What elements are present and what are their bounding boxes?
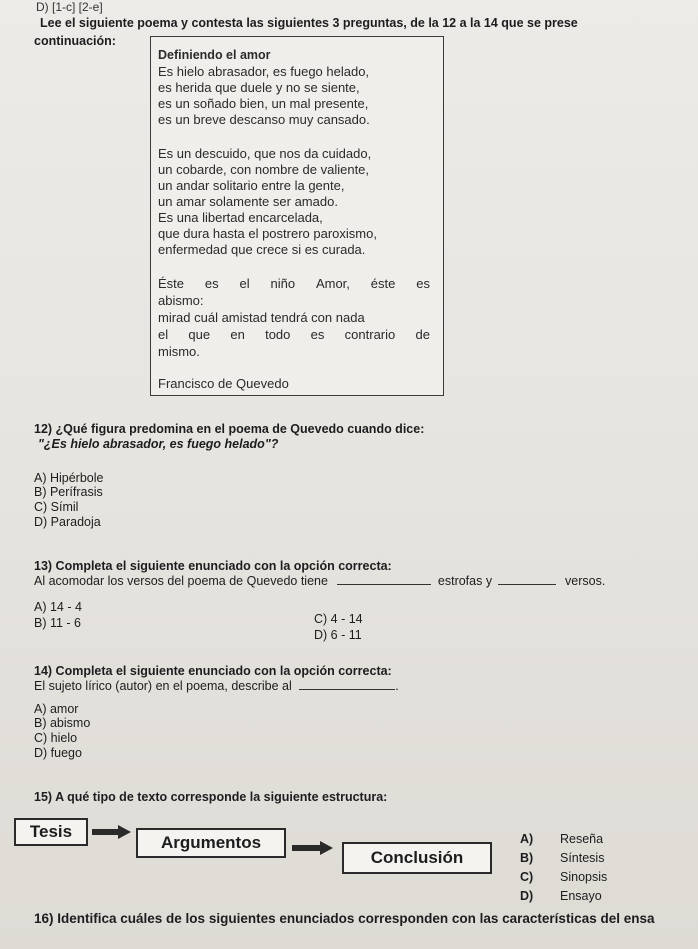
poem-line: Es una libertad encarcelada,: [158, 210, 323, 225]
q13-blank-2[interactable]: [498, 584, 556, 585]
q15-option-a-letter: A): [520, 832, 534, 846]
question-14: 14) Completa el siguiente enunciado con la opción correcta:: [34, 664, 392, 678]
q12-option-a[interactable]: A) Hipérbole: [34, 471, 104, 485]
q13-sentence-part1: Al acomodar los versos del poema de Quevedo tiene: [34, 574, 328, 588]
q15-option-c[interactable]: [520, 870, 607, 884]
q15-option-d-label: Ensayo: [560, 889, 602, 903]
q15-option-c-letter: C): [520, 870, 534, 884]
poem-line: abismo:: [158, 293, 204, 308]
poem-word: contrario: [344, 327, 396, 342]
arrow-head: [320, 841, 333, 855]
poem-word: es: [204, 276, 219, 291]
poem-line: mirad cuál amistad tendrá con nada: [158, 310, 365, 325]
poem-line: es un soñado bien, un mal presente,: [158, 96, 369, 111]
poem-word: que: [188, 327, 211, 342]
flow-box-tesis: [14, 818, 88, 846]
q12-option-d[interactable]: D) Paradoja: [34, 515, 101, 529]
poem-title: Definiendo el amor: [158, 48, 271, 62]
instructions-line-2: continuación:: [34, 34, 116, 48]
flow-box-argumentos: [136, 828, 286, 858]
poem-word: éste: [370, 276, 396, 291]
q13-option-d[interactable]: D) 6 - 11: [314, 628, 362, 642]
q14-sentence-text: El sujeto lírico (autor) en el poema, describe al: [34, 679, 292, 693]
q13-sentence-part3: versos.: [565, 574, 606, 588]
q15-option-b-label: Síntesis: [560, 851, 605, 865]
question-13-sentence: [34, 574, 605, 588]
poem-line: que dura hasta el postrero paroxismo,: [158, 226, 377, 241]
poem-line-justified: [158, 276, 430, 291]
q15-option-a-label: Reseña: [560, 832, 604, 846]
poem-word: en: [230, 327, 245, 342]
poem-line: mismo.: [158, 344, 200, 359]
q14-option-d[interactable]: D) fuego: [34, 746, 82, 760]
poem-word: de: [415, 327, 430, 342]
arrow-head: [118, 825, 131, 839]
flow-box-argumentos-label: Argumentos: [160, 833, 262, 852]
flow-box-conclusion-label: Conclusión: [370, 848, 464, 867]
q13-sentence-part2: estrofas y: [437, 574, 493, 588]
poem-line: un andar solitario entre la gente,: [158, 178, 345, 193]
q15-option-a[interactable]: [520, 832, 603, 846]
poem-word: el: [239, 276, 250, 291]
question-12-quote: "¿Es hielo abrasador, es fuego helado"?: [38, 437, 279, 451]
q15-option-b[interactable]: [520, 851, 604, 865]
previous-answer-fragment: D) [1-c] [2-e]: [36, 0, 103, 14]
question-14-sentence: El sujeto lírico (autor) en el poema, describe al .: [34, 679, 399, 693]
flow-box-conclusion: [342, 842, 492, 874]
flow-arrow-icon: [92, 824, 132, 840]
q14-blank[interactable]: [299, 689, 395, 690]
poem-author: Francisco de Quevedo: [158, 376, 289, 391]
q13-option-a[interactable]: A) 14 - 4: [34, 600, 82, 614]
q15-option-d[interactable]: [520, 889, 602, 903]
q14-option-b[interactable]: B) abismo: [34, 716, 91, 730]
poem-line: es un breve descanso muy cansado.: [158, 112, 370, 127]
q15-option-d-letter: D): [520, 889, 534, 903]
q14-option-c[interactable]: C) hielo: [34, 731, 78, 745]
poem-word: niño: [270, 276, 296, 291]
q12-option-b[interactable]: B) Perífrasis: [34, 485, 103, 499]
q14-option-a[interactable]: A) amor: [34, 702, 79, 716]
q13-option-b[interactable]: B) 11 - 6: [34, 616, 82, 630]
poem-line-justified: [158, 327, 430, 342]
poem-word: es: [416, 276, 430, 291]
poem-word: Éste: [158, 276, 185, 291]
q13-blank-1[interactable]: [337, 584, 431, 585]
question-13: 13) Completa el siguiente enunciado con la opción correcta:: [34, 559, 392, 573]
poem-word: Amor,: [315, 276, 350, 291]
poem-line: un cobarde, con nombre de valiente,: [158, 162, 370, 177]
q13-option-c[interactable]: C) 4 - 14: [314, 612, 363, 626]
q15-option-b-letter: B): [520, 851, 534, 865]
poem-line: un amar solamente ser amado.: [158, 194, 338, 209]
question-16: 16) Identifica cuáles de los siguientes enunciados corresponden con las características del ensa: [34, 911, 655, 926]
poem-word: es: [310, 327, 325, 342]
question-15: 15) A qué tipo de texto corresponde la siguiente estructura:: [34, 790, 388, 804]
poem-word: el: [158, 327, 169, 342]
flow-box-tesis-label: Tesis: [29, 822, 73, 841]
q15-option-c-label: Sinopsis: [560, 870, 608, 884]
arrow-shaft: [292, 845, 322, 851]
poem-line: Es hielo abrasador, es fuego helado,: [158, 64, 370, 79]
question-12: 12) ¿Qué figura predomina en el poema de Quevedo cuando dice:: [34, 422, 425, 436]
flow-arrow-icon: [292, 840, 334, 856]
instructions-line-1: Lee el siguiente poema y contesta las siguientes 3 preguntas, de la 12 a la 14 que se prese: [40, 16, 578, 30]
poem-line: es herida que duele y no se siente,: [158, 80, 360, 95]
arrow-shaft: [92, 829, 120, 835]
poem-word: todo: [265, 327, 291, 342]
poem-line: Es un descuido, que nos da cuidado,: [158, 146, 372, 161]
poem-line: enfermedad que crece si es curada.: [158, 242, 366, 257]
q12-option-c[interactable]: C) Símil: [34, 500, 79, 514]
